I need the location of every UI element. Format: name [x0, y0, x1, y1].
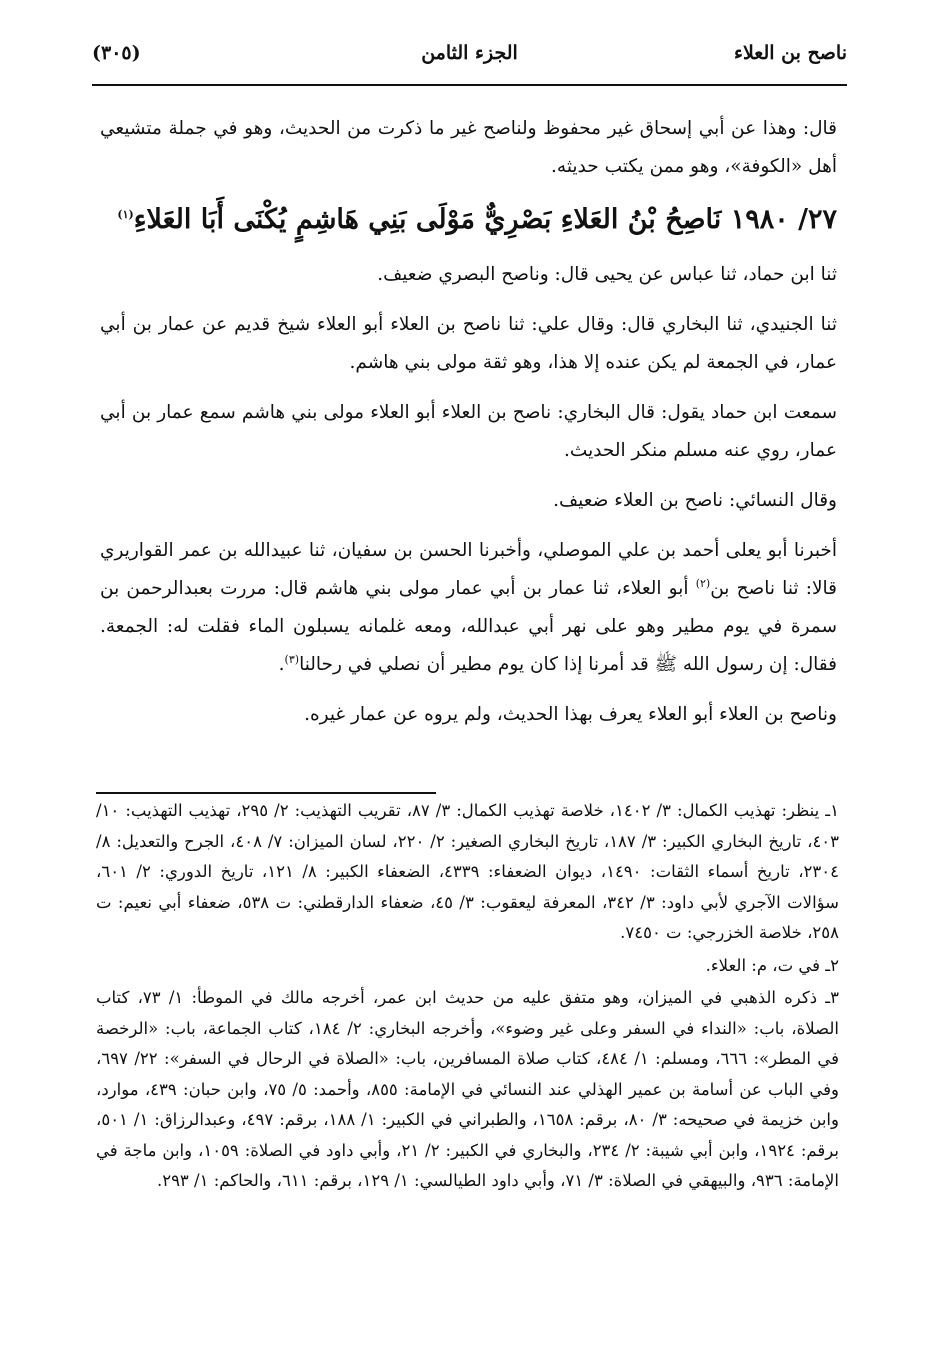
footnote-1: ١ـ ينظر: تهذيب الكمال: ٣/ ١٤٠٢، خلاصة تهذيب الكمال: ٣/ ٨٧، تقريب التهذيب: ٢/ ٢٩٥، تهذيب التهذيب: ١٠/ ٤٠٣، تاريخ البخاري الكبير: ٣/ ١٨٧، تاريخ البخاري الصغير: ٢/ ٢٢٠، لسان الميزان: ٧/ ٤٠٨، الجرح والتعديل: ٨/ ٢٣٠٤، تاريخ أسماء الثقات: ١٤٩٠، ديوان الضعفاء: ٤٣٣٩، الضعفاء الكبير: ٨/ ١٢١، تاريخ الدوري: ٢/ ٦٠١، سؤالات الآجري لأبي داود: ٣/ ٣٤٢، المعرفة ليعقوب: ٣/ ٤٥، ضعفاء الدارقطني: ت ٥٣٨، ضعفاء أبي نعيم: ت ٢٥٨، خلاصة الخزرجي: ت ٧٤٥٠. [96, 801, 840, 942]
closing-paragraph: وناصح بن العلاء أبو العلاء يعرف بهذا الحديث، ولم يروه عن عمار غيره. [304, 704, 837, 725]
footnote-2: ٢ـ في ت، م: العلاء. [705, 955, 839, 975]
footnotes [96, 796, 839, 1199]
narration-paragraph-3: سمعت ابن حماد يقول: قال البخاري: ناصح بن العلاء أبو العلاء مولى بني هاشم سمع عمار بن أبي عمار، روي عنه مسلم منكر الحديث. [100, 402, 837, 461]
footnote-divider [96, 792, 436, 794]
hadith-text-part1: أخبرنا أبو يعلى أحمد بن علي الموصلي، وأخبرنا الحسن بن سفيان، ثنا عبيدالله بن عمر القواريري قالا: ثنا ناصح بن [100, 540, 837, 599]
page-header [92, 38, 847, 86]
narration-paragraph-1: ثنا ابن حماد، ثنا عباس عن يحيى قال: وناصح البصري ضعيف. [377, 264, 837, 285]
hadith-text-part2: أبو العلاء، ثنا عمار بن أبي عمار مولى بني هاشم قال: مررت بعبدالرحمن بن سمرة في يوم مطير وهو على نهر أبي عبدالله، ومعه غلمانه يسبلون الماء فقلت له: الجمعة. فقال: إن رسول الله ﷺ قد أمرنا إذا كان يوم مطير أن نصلي في رحالنا [100, 578, 837, 675]
footnote-ref-2: (٢) [695, 576, 711, 590]
footnote-ref-3: (٣) [284, 652, 300, 666]
hadith-text-end: . [278, 654, 285, 675]
page-number: (٣٠٥) [92, 42, 141, 64]
entry-heading [100, 198, 837, 242]
narration-paragraph-2: ثنا الجنيدي، ثنا البخاري قال: وقال علي: ثنا ناصح بن العلاء أبو العلاء شيخ قديم عن عمار بن أبي عمار، في الجمعة لم يكن عنده إلا هذا، وهو ثقة مولى بني هاشم. [100, 314, 837, 373]
main-text [100, 110, 837, 746]
volume-label: الجزء الثامن [421, 42, 518, 64]
hadith-paragraph [100, 532, 837, 684]
entry-heading-text: ٢٧/ ١٩٨٠ نَاصِحُ بْنُ العَلاءِ بَصْرِيٌّ مَوْلَى بَنِي هَاشِمٍ يُكْنَى أَبَا العَلاءِ [133, 204, 837, 235]
intro-paragraph: قال: وهذا عن أبي إسحاق غير محفوظ ولناصح غير ما ذكرت من الحديث، وهو في جملة متشيعي أهل «الكوفة»، وهو ممن يكتب حديثه. [100, 118, 837, 177]
running-title: ناصح بن العلاء [734, 42, 847, 64]
narration-paragraph-4: وقال النسائي: ناصح بن العلاء ضعيف. [553, 490, 837, 511]
footnote-ref-1: (١) [117, 208, 134, 221]
footnote-3: ٣ـ ذكره الذهبي في الميزان، وهو متفق عليه من حديث ابن عمر، أخرجه مالك في الموطأ: ١/ ٧٣، كتاب الصلاة، باب: «النداء في السفر وعلى غير وضوء»، وأخرجه البخاري: ٢/ ١٨٤، كتاب الجماعة، باب: «الرخصة في المطر»: ٦٦٦، ومسلم: ١/ ٤٨٤، كتاب صلاة المسافرين، باب: «الصلاة في الرحال في السفر»: ٢٢/ ٦٩٧، وفي الباب عن أسامة بن عمير الهذلي عند النسائي في الإمامة: ٨٥٥، وأحمد: ٥/ ٧٥، وابن حبان: ٤٣٩، موارد، وابن خزيمة في صحيحه: ٣/ ٨٠، برقم: ١٦٥٨، والطبراني في الكبير: ١/ ١٨٨، برقم: ٤٩٧، وعبدالرزاق: ١/ ٥٠١، برقم: ١٩٢٤، وابن أبي شيبة: ٢/ ٢٣٤، والبخاري في الكبير: ٢/ ٢١، وأبي داود في الصلاة: ١٠٥٩، وابن ماجة في الإمامة: ٩٣٦، والبيهقي في الصلاة: ٣/ ٧١، وأبي داود الطيالسي: ١/ ١٢٩، برقم: ٦١١، والحاكم: ١/ ٢٩٣. [96, 988, 840, 1190]
